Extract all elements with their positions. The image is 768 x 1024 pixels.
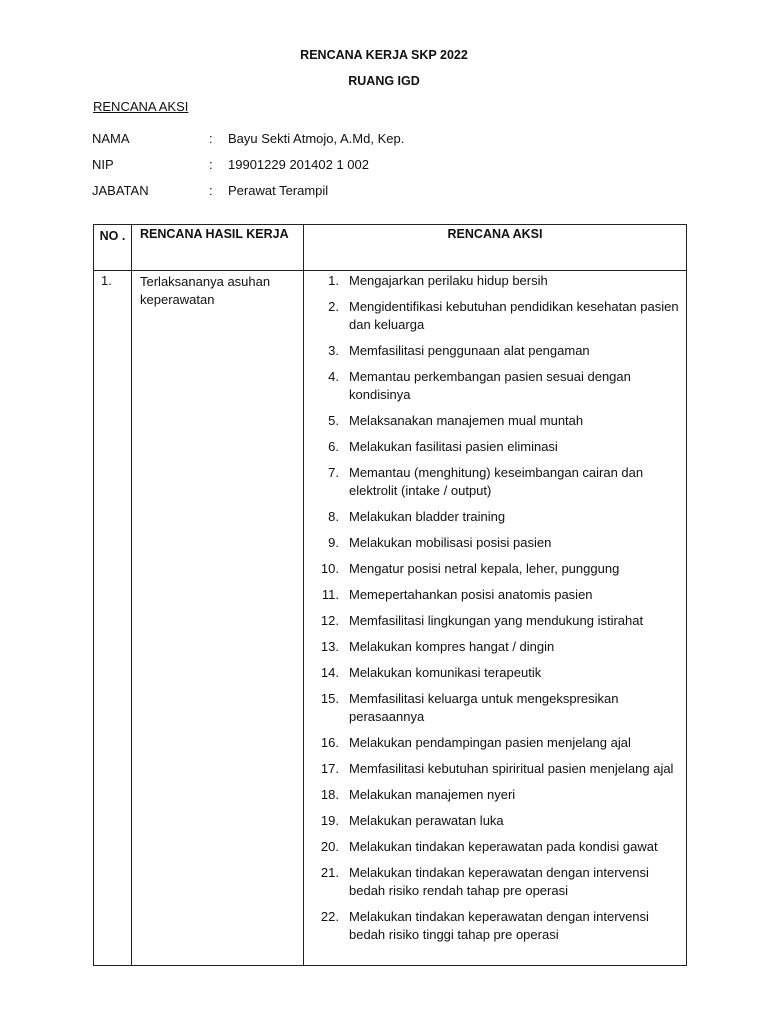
list-item-number: 17. xyxy=(320,761,339,776)
list-item xyxy=(304,298,686,334)
list-item-number: 12. xyxy=(320,613,339,628)
list-item-text: Melakukan pendampingan pasien menjelang ajal xyxy=(349,735,631,750)
list-item-number: 7. xyxy=(328,465,339,480)
document-title: RENCANA KERJA SKP 2022 xyxy=(300,48,468,62)
nama-value: Bayu Sekti Atmojo, A.Md, Kep. xyxy=(228,131,405,146)
list-item xyxy=(304,508,686,526)
list-item-number: 9. xyxy=(328,535,339,550)
jabatan-value: Perawat Terampil xyxy=(228,183,329,198)
list-item xyxy=(304,786,686,804)
list-item xyxy=(304,760,686,778)
list-item-text: Mengidentifikasi kebutuhan pendidikan kesehatan pasien dan keluarga xyxy=(349,299,679,332)
list-item-text: Melakukan bladder training xyxy=(349,509,506,524)
nip-separator: : xyxy=(209,157,213,172)
list-item-text: Memfasilitasi lingkungan yang mendukung istirahat xyxy=(349,613,644,628)
section-heading: RENCANA AKSI xyxy=(93,99,189,114)
list-item-number: 14. xyxy=(320,665,339,680)
list-item-number: 13. xyxy=(320,639,339,654)
list-item xyxy=(304,368,686,404)
header-rencana-aksi: RENCANA AKSI xyxy=(304,225,687,271)
list-item-number: 19. xyxy=(320,813,339,828)
list-item xyxy=(304,864,686,900)
row-number: 1. xyxy=(94,271,132,966)
nip-label: NIP xyxy=(92,157,114,172)
row-hasil-kerja: Terlaksananya asuhan keperawatan xyxy=(132,271,304,966)
list-item xyxy=(304,690,686,726)
list-item-number: 4. xyxy=(328,369,339,384)
list-item xyxy=(304,342,686,360)
list-item-text: Memantau (menghitung) keseimbangan cairan dan elektrolit (intake / output) xyxy=(349,465,644,498)
row-actions-cell xyxy=(304,271,687,966)
list-item xyxy=(304,412,686,430)
list-item-text: Melakukan komunikasi terapeutik xyxy=(349,665,542,680)
list-item-text: Mengatur posisi netral kepala, leher, punggung xyxy=(349,561,620,576)
list-item-text: Melakukan manajemen nyeri xyxy=(349,787,516,802)
header-no: NO . xyxy=(94,225,132,271)
nama-label: NAMA xyxy=(92,131,130,146)
nama-separator: : xyxy=(209,131,213,146)
list-item-text: Melakukan mobilisasi posisi pasien xyxy=(349,535,552,550)
document-subtitle: RUANG IGD xyxy=(348,74,420,88)
list-item-number: 16. xyxy=(320,735,339,750)
list-item-text: Memfasilitasi keluarga untuk mengekspresikan perasaannya xyxy=(349,691,619,724)
list-item-number: 10. xyxy=(320,561,339,576)
list-item-number: 15. xyxy=(320,691,339,706)
list-item-text: Melakukan tindakan keperawatan pada kondisi gawat xyxy=(349,839,658,854)
list-item-number: 6. xyxy=(328,439,339,454)
list-item xyxy=(304,812,686,830)
list-item-text: Memfasilitasi penggunaan alat pengaman xyxy=(349,343,590,358)
list-item-number: 1. xyxy=(328,273,339,288)
list-item xyxy=(304,664,686,682)
table-row xyxy=(94,271,687,966)
list-item-number: 8. xyxy=(328,509,339,524)
list-item-text: Memepertahankan posisi anatomis pasien xyxy=(349,587,593,602)
list-item-number: 3. xyxy=(328,343,339,358)
list-item-text: Memfasilitasi kebutuhan spiriritual pasien menjelang ajal xyxy=(349,761,674,776)
nip-value: 19901229 201402 1 002 xyxy=(228,157,369,172)
list-item-number: 2. xyxy=(328,299,339,314)
list-item-text: Memantau perkembangan pasien sesuai dengan kondisinya xyxy=(349,369,631,402)
list-item-number: 11. xyxy=(321,587,339,602)
list-item-text: Melakukan perawatan luka xyxy=(349,813,504,828)
list-item xyxy=(304,438,686,456)
list-item xyxy=(304,272,686,290)
list-item xyxy=(304,612,686,630)
list-item-text: Melakukan tindakan keperawatan dengan intervensi bedah risiko rendah tahap pre operasi xyxy=(349,865,649,898)
list-item-text: Melaksanakan manajemen mual muntah xyxy=(349,413,584,428)
list-item-number: 5. xyxy=(328,413,339,428)
header-hasil-kerja: RENCANA HASIL KERJA xyxy=(132,225,304,271)
list-item xyxy=(304,638,686,656)
list-item-number: 20. xyxy=(320,839,339,854)
list-item xyxy=(304,838,686,856)
list-item xyxy=(304,534,686,552)
action-plan-table xyxy=(93,224,687,966)
action-list xyxy=(304,272,686,944)
jabatan-label: JABATAN xyxy=(92,183,149,198)
list-item-text: Melakukan fasilitasi pasien eliminasi xyxy=(349,439,558,454)
list-item xyxy=(304,908,686,944)
list-item-number: 18. xyxy=(320,787,339,802)
list-item xyxy=(304,586,686,604)
list-item-number: 21. xyxy=(320,865,339,880)
list-item-text: Melakukan kompres hangat / dingin xyxy=(349,639,555,654)
list-item-number: 22. xyxy=(320,909,339,924)
list-item xyxy=(304,734,686,752)
table-header-row xyxy=(94,225,687,271)
list-item-text: Mengajarkan perilaku hidup bersih xyxy=(349,273,548,288)
jabatan-separator: : xyxy=(209,183,213,198)
list-item-text: Melakukan tindakan keperawatan dengan intervensi bedah risiko tinggi tahap pre operasi xyxy=(349,909,649,942)
list-item xyxy=(304,560,686,578)
list-item xyxy=(304,464,686,500)
